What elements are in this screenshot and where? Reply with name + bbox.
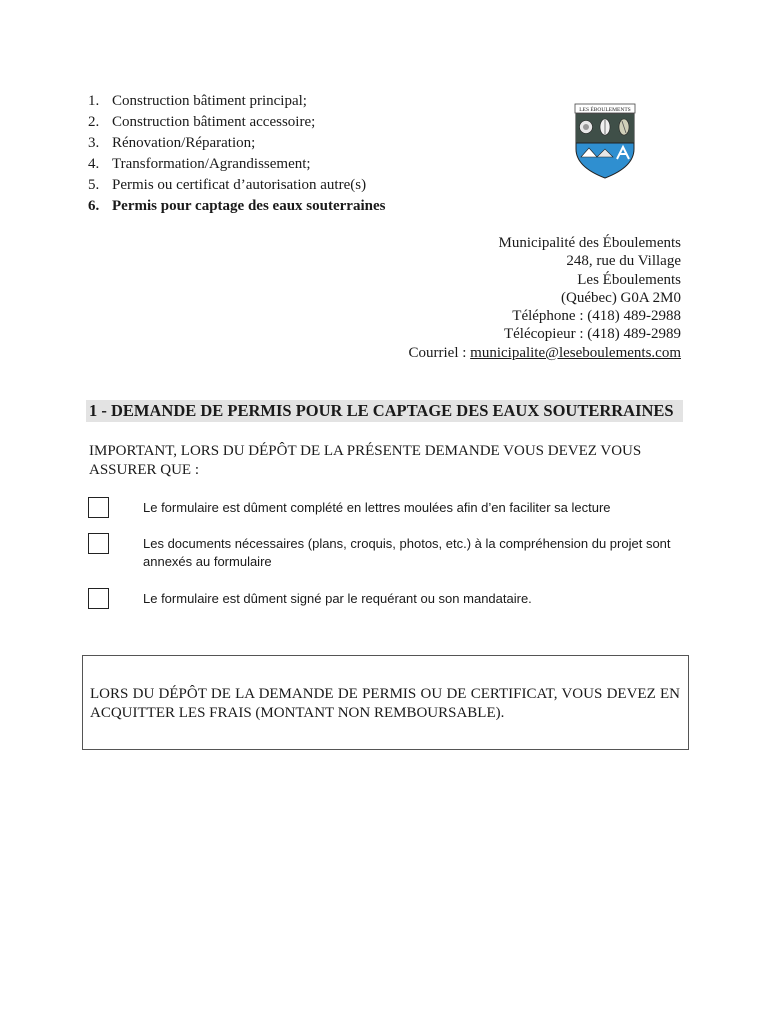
checklist-item-label: Le formulaire est dûment signé par le requérant ou son mandataire. bbox=[143, 591, 532, 606]
permit-type-label: Transformation/Agrandissement; bbox=[112, 156, 311, 172]
permit-type-label: Construction bâtiment principal; bbox=[112, 93, 307, 109]
municipality-address-block bbox=[409, 234, 682, 362]
fax-number: Télécopieur : (418) 489-2989 bbox=[503, 326, 681, 343]
permit-type-item: 5. Permis ou certificat d’autorisation autre(s) bbox=[88, 175, 385, 196]
checkbox[interactable] bbox=[88, 497, 109, 518]
permit-type-label: Construction bâtiment accessoire; bbox=[112, 114, 316, 130]
checkbox[interactable] bbox=[88, 533, 109, 554]
permit-type-item: 1. Construction bâtiment principal; bbox=[88, 91, 385, 112]
street-address: 248, rue du Village bbox=[566, 253, 681, 270]
permit-type-item: 3. Rénovation/Réparation; bbox=[88, 133, 385, 154]
coat-of-arms-icon bbox=[570, 101, 640, 181]
permit-type-item: 4. Transformation/Agrandissement; bbox=[88, 154, 385, 175]
municipality-name: Municipalité des Éboulements bbox=[498, 235, 681, 251]
email-line bbox=[409, 344, 682, 362]
section-title: 1 - DEMANDE DE PERMIS POUR LE CAPTAGE DES EAUX SOUTERRAINES bbox=[86, 400, 683, 422]
phone-number: Téléphone : (418) 489-2988 bbox=[512, 308, 681, 325]
municipality-coat-of-arms bbox=[570, 101, 640, 181]
email-link[interactable]: municipalite@leseboulements.com bbox=[470, 344, 681, 361]
province-postal-code: (Québec) G0A 2M0 bbox=[561, 289, 681, 306]
logo-banner-text: LES ÉBOULEMENTS bbox=[579, 107, 631, 113]
permit-type-item: 2. Construction bâtiment accessoire; bbox=[88, 112, 385, 133]
email-label: Courriel : bbox=[408, 344, 471, 361]
permit-type-label: Permis ou certificat d’autorisation autre(s) bbox=[112, 177, 367, 193]
checklist-item-label: Le formulaire est dûment complété en lettres moulées afin d’en faciliter sa lecture bbox=[143, 500, 611, 515]
permit-type-label: Permis pour captage des eaux souterraines bbox=[112, 198, 386, 214]
fees-notice-text: LORS DU DÉPÔT DE LA DEMANDE DE PERMIS OU DE CERTIFICAT, VOUS DEVEZ EN ACQUITTER LES FRAIS (MONTANT NON REMBOURSABLE). bbox=[90, 686, 680, 721]
checkbox[interactable] bbox=[88, 588, 109, 609]
permit-type-list bbox=[88, 91, 385, 217]
important-notice: IMPORTANT, LORS DU DÉPÔT DE LA PRÉSENTE DEMANDE VOUS DEVEZ VOUS ASSURER QUE : bbox=[89, 443, 642, 478]
permit-type-item-selected: 6. Permis pour captage des eaux souterraines bbox=[88, 196, 385, 217]
checklist-item-label: Les documents nécessaires (plans, croquis, photos, etc.) à la compréhension du projet sont annexés au formulaire bbox=[143, 536, 671, 569]
permit-type-label: Rénovation/Réparation; bbox=[112, 135, 256, 151]
city: Les Éboulements bbox=[577, 271, 681, 288]
fees-notice-box bbox=[82, 655, 689, 750]
